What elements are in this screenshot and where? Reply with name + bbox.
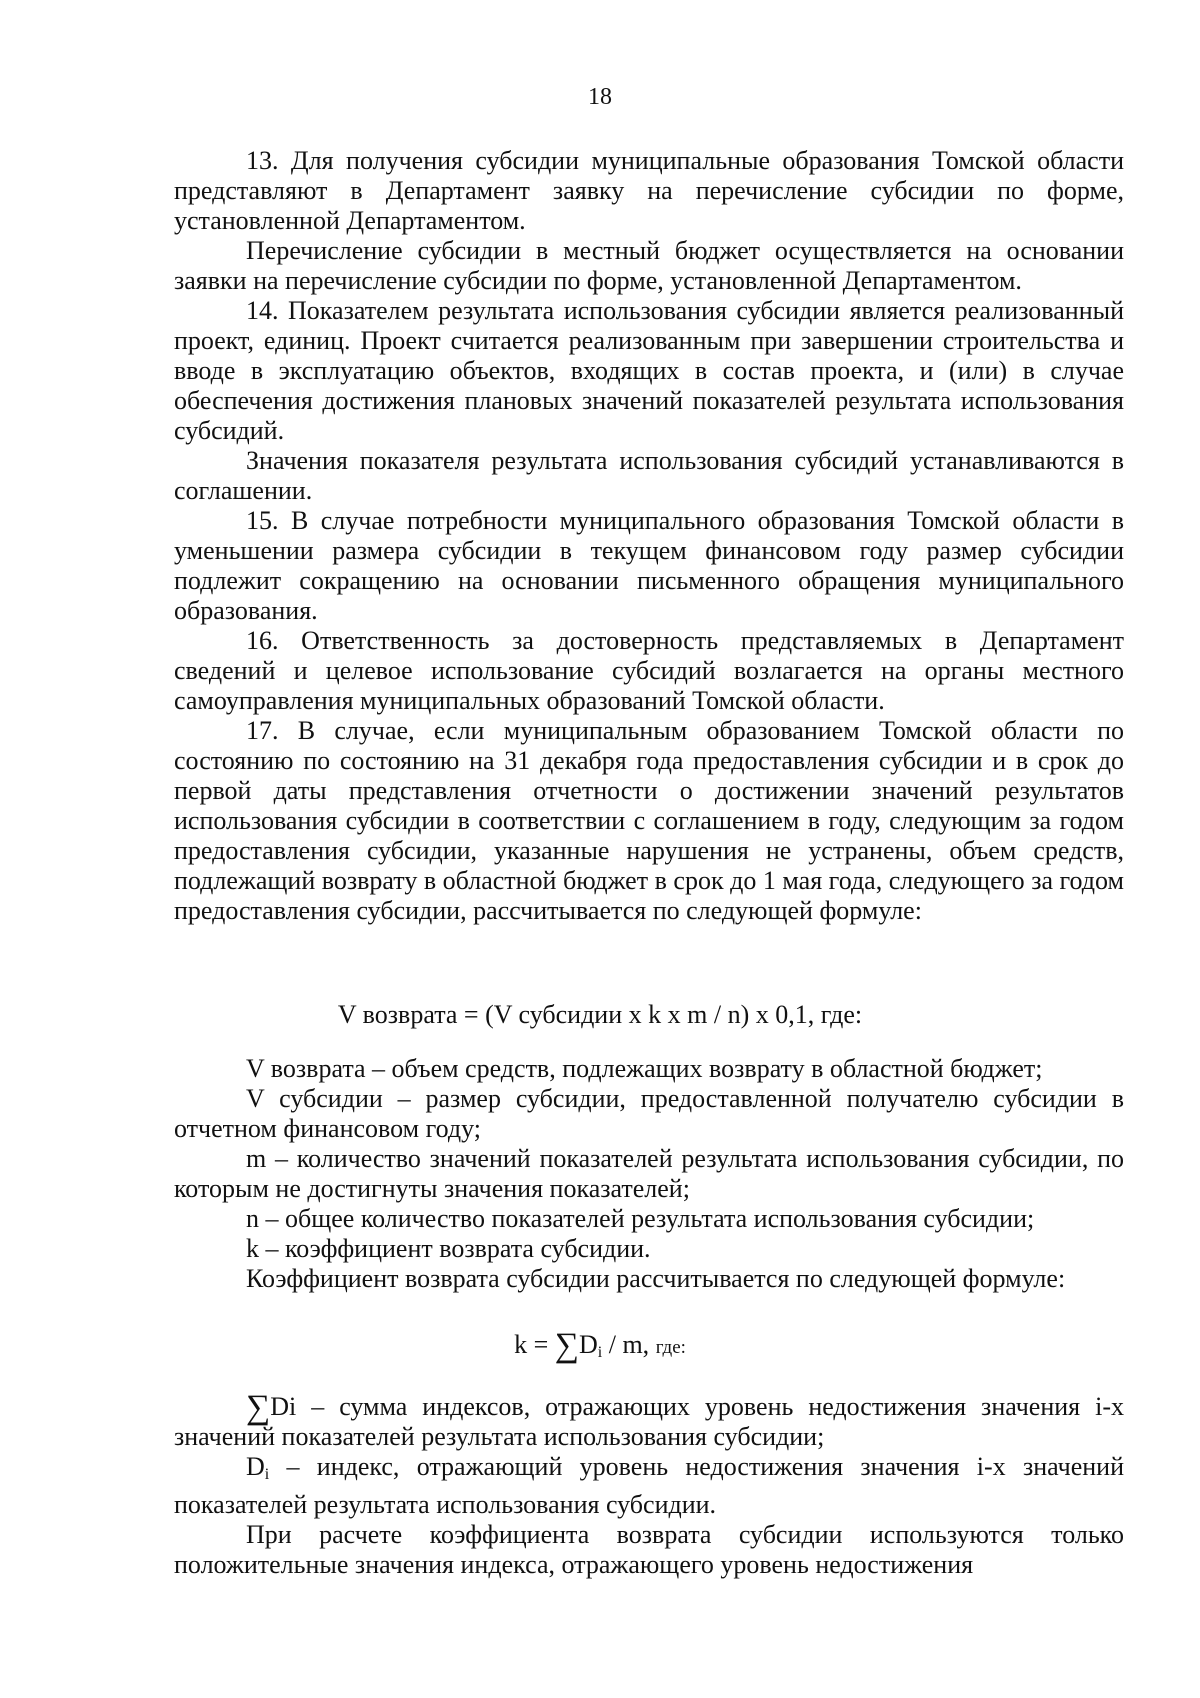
- coefficient-formula: [0, 1327, 1200, 1364]
- refund-formula: V возврата = (V субсидии x k x m / n) x 0,1, где:: [337, 1000, 863, 1029]
- coefficient-intro: Коэффициент возврата субсидии рассчитывается по следующей формуле:: [246, 1264, 1066, 1293]
- di-label: D: [246, 1452, 265, 1481]
- definition-v-subsidy: V субсидии – размер субсидии, предоставленной получателю субсидии в отчетном финансовом году;: [174, 1084, 1124, 1143]
- sum-label: Di: [270, 1392, 297, 1421]
- definition-m: m – количество значений показателей результата использования субсидии, по которым не достигнуты значения показателей;: [174, 1144, 1124, 1203]
- index-definitions: [174, 1389, 1124, 1580]
- formula-d: D: [579, 1330, 598, 1359]
- body-text: [174, 146, 1124, 926]
- paragraph-positive-values: При расчете коэффициента возврата субсидии используются только положительные значения индекса, отражающего уровень недостижения: [174, 1520, 1124, 1579]
- paragraph-17: 17. В случае, если муниципальным образованием Томской области по состоянию по состоянию на 31 декабря года предоставления субсидии и в срок до первой даты представления отчетности о достижении значений результатов использования субсидии в соответствии с соглашением в году, следующим за годом предоставления субсидии, указанные нарушения не устранены, объем средств, подлежащий возврату в областной бюджет в срок до 1 мая года, следующего за годом предоставления субсидии, рассчитывается по следующей формуле:: [174, 716, 1124, 925]
- sum-symbol: ∑: [246, 1389, 271, 1426]
- paragraph-transfer: Перечисление субсидии в местный бюджет осуществляется на основании заявки на перечисление субсидии по форме, установленной Департаментом.: [174, 236, 1124, 295]
- page-number: 18: [588, 84, 612, 110]
- definitions: [174, 1054, 1124, 1294]
- paragraph-15: 15. В случае потребности муниципального образования Томской области в уменьшении размера субсидии в текущем финансовом году размер субсидии подлежит сокращению на основании письменного обращения муниципального образования.: [174, 506, 1124, 625]
- di-text: – индекс, отражающий уровень недостижения значения i-х значений показателей результата использования субсидии.: [174, 1452, 1124, 1519]
- sum-text: – сумма индексов, отражающих уровень недостижения значения i-х значений показателей результата использования субсидии;: [174, 1392, 1124, 1451]
- formula-sub-i: i: [597, 1344, 603, 1361]
- paragraph-16: 16. Ответственность за достоверность представляемых в Департамент сведений и целевое использование субсидий возлагается на органы местного самоуправления муниципальных образований Томской области.: [174, 626, 1124, 715]
- paragraph-13: 13. Для получения субсидии муниципальные образования Томской области представляют в Департамент заявку на перечисление субсидии по форме, установленной Департаментом.: [174, 146, 1124, 235]
- formula-where: где:: [655, 1337, 686, 1358]
- definition-n: n – общее количество показателей результата использования субсидии;: [246, 1204, 1035, 1233]
- di-sub: i: [264, 1466, 270, 1483]
- formula-rest: / m,: [602, 1330, 656, 1359]
- sigma-symbol: ∑: [554, 1327, 579, 1364]
- definition-di: [174, 1452, 1124, 1520]
- definition-k: k – коэффициент возврата субсидии.: [246, 1234, 651, 1263]
- definition-v-refund: V возврата – объем средств, подлежащих возврату в областной бюджет;: [246, 1054, 1043, 1083]
- paragraph-14: 14. Показателем результата использования субсидии является реализованный проект, единиц. Проект считается реализованным при завершении строительства и вводе в эксплуатацию объектов, входящих в состав проекта, и (или) в случае обеспечения достижения плановых значений показателей результата использования субсидий.: [174, 296, 1124, 445]
- formula-lhs: k =: [514, 1330, 555, 1359]
- definition-sum-di: [174, 1389, 1124, 1452]
- paragraph-indicator-values: Значения показателя результата использования субсидий устанавливаются в соглашении.: [174, 446, 1124, 505]
